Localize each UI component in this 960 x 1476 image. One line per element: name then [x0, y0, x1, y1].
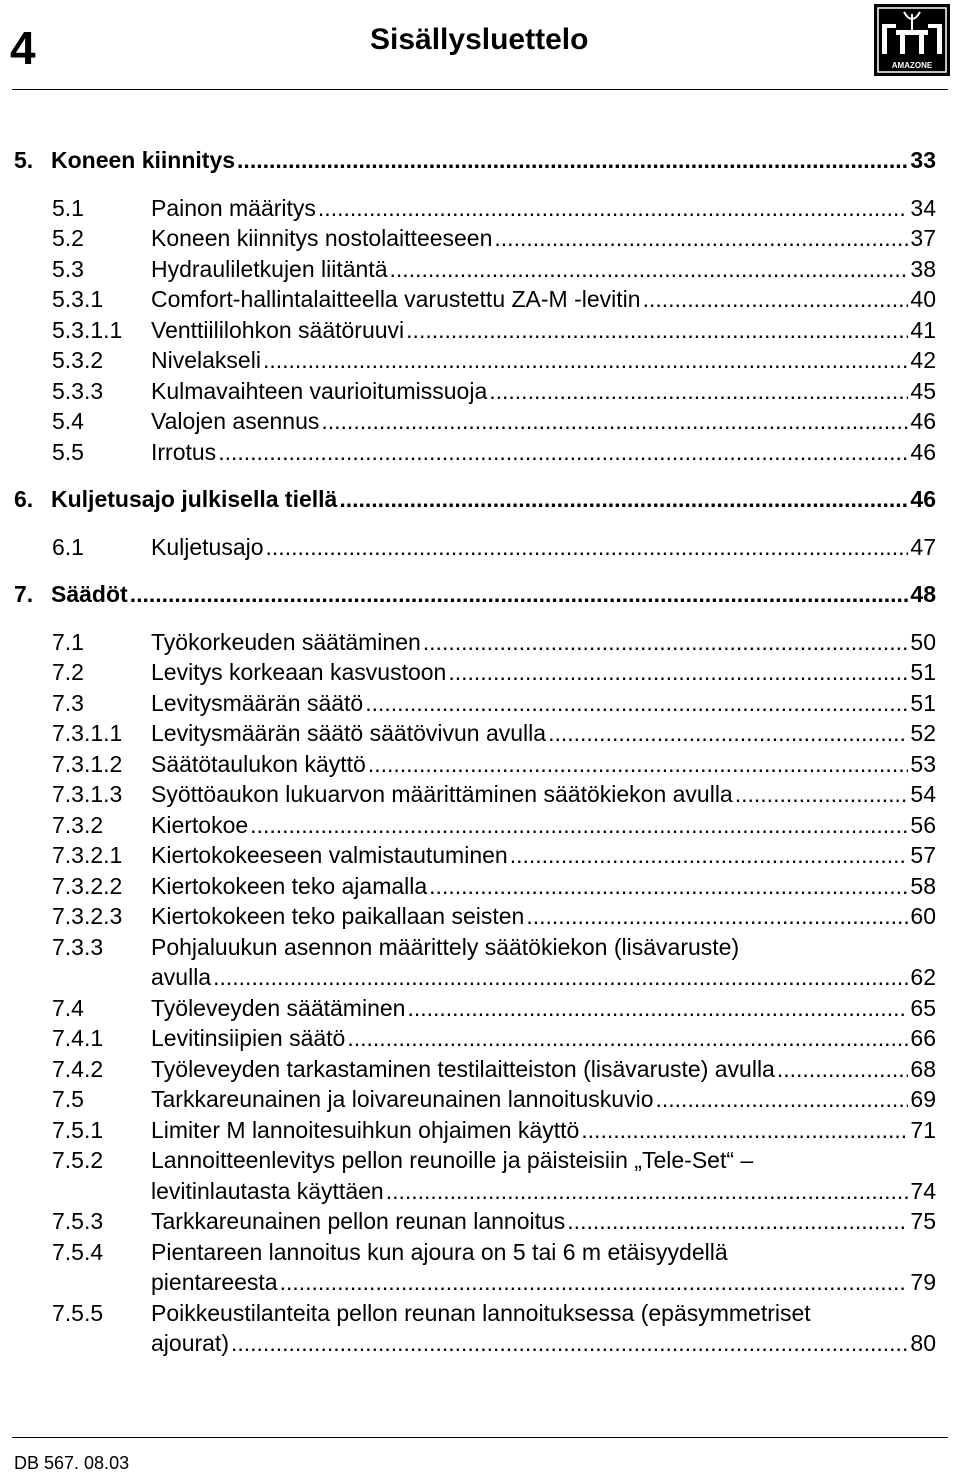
toc-page-number: 58 — [910, 872, 936, 899]
toc-page-number: 66 — [910, 1025, 936, 1051]
toc-entry[interactable] — [12, 1115, 936, 1146]
toc-number: 7.5.4 — [52, 1238, 104, 1265]
toc-entry[interactable] — [12, 193, 936, 224]
toc-page-number: 52 — [910, 720, 936, 746]
toc-page-number: 53 — [910, 750, 936, 777]
page-title: Sisällysluettelo — [370, 23, 589, 56]
toc-number: 7.3.3 — [52, 933, 104, 960]
toc-number: 5.1 — [52, 194, 84, 221]
toc-leader-dots — [266, 532, 909, 563]
toc-number: 5.3.1.1 — [52, 316, 123, 343]
toc-number: 7. — [14, 581, 34, 607]
toc-number: 7.3.1.2 — [52, 750, 123, 777]
toc-page-number: 42 — [910, 347, 936, 373]
toc-entry[interactable] — [12, 993, 936, 1024]
toc-number: 7.4.2 — [52, 1055, 104, 1082]
toc-entry[interactable] — [12, 932, 936, 993]
table-of-contents — [12, 145, 936, 1359]
toc-title: Kiertokokeen teko paikallaan seisten — [151, 903, 525, 929]
toc-entry[interactable] — [12, 901, 936, 932]
page-number: 4 — [10, 22, 36, 74]
toc-title: Koneen kiinnitys nostolaitteeseen — [151, 225, 493, 251]
toc-leader-dots — [237, 145, 908, 176]
toc-leader-dots — [510, 840, 909, 871]
toc-number: 5.2 — [52, 225, 84, 251]
toc-page-number: 34 — [910, 194, 936, 221]
toc-entry[interactable] — [12, 749, 936, 780]
document-code: DB 567. 08.03 — [14, 1453, 130, 1473]
toc-leader-dots — [321, 406, 908, 437]
toc-number: 5.4 — [52, 408, 84, 434]
toc-number: 7.5.3 — [52, 1208, 104, 1234]
toc-number: 6. — [14, 486, 34, 512]
toc-leader-dots — [581, 1115, 908, 1146]
toc-number: 7.3.2.2 — [52, 872, 123, 899]
toc-leader-dots — [735, 779, 909, 810]
toc-page-number: 79 — [910, 1269, 936, 1295]
toc-entry[interactable] — [12, 345, 936, 376]
toc-leader-dots — [494, 223, 908, 254]
toc-title: Työkorkeuden säätäminen — [151, 628, 421, 655]
toc-number: 5.3.2 — [52, 347, 104, 373]
toc-title: Tarkkareunainen pellon reunan lannoitus — [151, 1208, 566, 1234]
toc-leader-dots — [656, 1084, 909, 1115]
toc-leader-dots — [231, 1328, 908, 1359]
toc-number: 7.4.1 — [52, 1025, 104, 1051]
toc-title: Kiertokokeen teko ajamalla — [151, 872, 428, 899]
toc-number: 7.3.1.1 — [52, 720, 123, 746]
toc-number: 7.5.5 — [52, 1299, 104, 1326]
toc-leader-dots — [318, 193, 908, 224]
toc-page-number: 62 — [910, 964, 936, 990]
toc-page-number: 71 — [910, 1116, 936, 1143]
toc-entry[interactable] — [12, 406, 936, 437]
toc-title: Hydrauliletkujen liitäntä — [151, 255, 388, 282]
toc-title-line: Lannoitteenlevitys pellon reunoille ja päisteisiin „Tele-Set“ – — [151, 1147, 754, 1173]
toc-entry[interactable] — [12, 1206, 936, 1237]
toc-title-line: Pohjaluukun asennon määrittely säätökiekon (lisävaruste) — [151, 933, 740, 960]
toc-page-number: 38 — [910, 255, 936, 282]
toc-entry[interactable] — [12, 688, 936, 719]
toc-page-number: 33 — [910, 147, 936, 173]
toc-entry[interactable] — [12, 840, 936, 871]
toc-leader-dots — [339, 484, 908, 515]
toc-title-line: Pientareen lannoitus kun ajoura on 5 tai 6 m etäisyydellä — [151, 1238, 728, 1265]
toc-number: 7.5.1 — [52, 1116, 104, 1143]
toc-leader-dots — [263, 345, 908, 376]
toc-page-number: 51 — [910, 659, 936, 685]
toc-page-number: 46 — [910, 486, 936, 512]
toc-number: 7.3.2.1 — [52, 842, 123, 868]
toc-page-number: 65 — [910, 994, 936, 1021]
toc-leader-dots — [390, 254, 909, 285]
toc-entry[interactable] — [12, 1023, 936, 1054]
toc-number: 7.1 — [52, 628, 84, 655]
toc-title: Tarkkareunainen ja loivareunainen lannoituskuvio — [151, 1086, 654, 1112]
toc-entry[interactable] — [12, 1298, 936, 1359]
toc-leader-dots — [130, 579, 909, 610]
toc-leader-dots — [643, 284, 909, 315]
toc-title: Kiertokoe — [151, 811, 249, 838]
toc-page-number: 40 — [910, 286, 936, 312]
toc-entry[interactable] — [12, 1054, 936, 1085]
toc-number: 5.3 — [52, 255, 84, 282]
toc-title: Työleveyden säätäminen — [151, 994, 406, 1021]
toc-title: Työleveyden tarkastaminen testilaitteiston (lisävaruste) avulla — [151, 1055, 775, 1082]
toc-leader-dots — [250, 810, 908, 841]
toc-leader-dots — [213, 962, 908, 993]
toc-number: 5.3.1 — [52, 286, 104, 312]
toc-title: Nivelakseli — [151, 347, 261, 373]
toc-leader-dots — [423, 627, 909, 658]
toc-page-number: 69 — [910, 1086, 936, 1112]
toc-title: Levitys korkeaan kasvustoon — [151, 659, 447, 685]
toc-title: Kuljetusajo julkisella tiellä — [51, 486, 338, 512]
toc-title: Säätötaulukon käyttö — [151, 750, 366, 777]
toc-page-number: 57 — [910, 842, 936, 868]
toc-page-number: 54 — [910, 781, 936, 807]
toc-page-number: 56 — [910, 811, 936, 838]
toc-title: Syöttöaukon lukuarvon määrittäminen säätökiekon avulla — [151, 781, 733, 807]
toc-page-number: 46 — [910, 438, 936, 465]
toc-number: 7.3.2 — [52, 811, 104, 838]
toc-title: levitinlautasta käyttäen — [151, 1177, 384, 1204]
toc-title: Comfort-hallintalaitteella varustettu ZA-M -levitin — [151, 286, 641, 312]
toc-entry[interactable] — [12, 254, 936, 285]
toc-chapter[interactable] — [12, 145, 936, 176]
toc-title: Limiter M lannoitesuihkun ohjaimen käyttö — [151, 1116, 580, 1143]
toc-entry[interactable] — [12, 284, 936, 315]
footer-rule — [12, 1437, 948, 1438]
toc-title: pientareesta — [151, 1269, 278, 1295]
toc-page-number: 75 — [910, 1208, 936, 1234]
toc-number: 5.5 — [52, 438, 84, 465]
toc-entry[interactable] — [12, 871, 936, 902]
toc-leader-dots — [407, 993, 908, 1024]
toc-page-number: 74 — [910, 1177, 936, 1204]
toc-number: 7.5 — [52, 1086, 84, 1112]
toc-leader-dots — [218, 437, 908, 468]
toc-title: Venttiililohkon säätöruuvi — [151, 316, 405, 343]
toc-entry[interactable] — [12, 627, 936, 658]
toc-title: Painon määritys — [151, 194, 316, 221]
toc-page-number: 48 — [910, 581, 936, 607]
svg-text:AMAZONE: AMAZONE — [891, 61, 933, 70]
toc-page-number: 45 — [910, 377, 936, 404]
toc-entry[interactable] — [12, 1237, 936, 1298]
toc-title: Kuljetusajo — [151, 533, 264, 560]
toc-title: Levitysmäärän säätö säätövivun avulla — [151, 720, 547, 746]
toc-title: avulla — [151, 964, 212, 990]
toc-entry[interactable] — [12, 376, 936, 407]
toc-page-number: 37 — [910, 225, 936, 251]
toc-leader-dots — [489, 376, 908, 407]
toc-page-number: 41 — [910, 316, 936, 343]
toc-entry[interactable] — [12, 1145, 936, 1206]
toc-leader-dots — [280, 1267, 909, 1298]
toc-entry[interactable] — [12, 437, 936, 468]
toc-leader-dots — [429, 871, 908, 902]
toc-entry[interactable] — [12, 779, 936, 810]
header-rule — [12, 89, 948, 90]
toc-title: Säädöt — [51, 581, 128, 607]
toc-page-number: 68 — [910, 1055, 936, 1082]
toc-number: 7.2 — [52, 659, 84, 685]
toc-number: 7.3.2.3 — [52, 903, 123, 929]
toc-leader-dots — [347, 1023, 908, 1054]
toc-leader-dots — [777, 1054, 909, 1085]
toc-page-number: 80 — [910, 1330, 936, 1356]
toc-entry[interactable] — [12, 315, 936, 346]
toc-number: 5.3.3 — [52, 377, 104, 404]
toc-leader-dots — [567, 1206, 908, 1237]
toc-entry[interactable] — [12, 1084, 936, 1115]
toc-title: Irrotus — [151, 438, 217, 465]
toc-leader-dots — [548, 718, 908, 749]
toc-title-line: Poikkeustilanteita pellon reunan lannoituksessa (epäsymmetriset — [151, 1299, 811, 1326]
toc-number: 7.3 — [52, 689, 84, 716]
toc-title: Levitinsiipien säätö — [151, 1025, 346, 1051]
toc-entry[interactable] — [12, 223, 936, 254]
toc-leader-dots — [526, 901, 908, 932]
toc-title: ajourat) — [151, 1330, 229, 1356]
toc-page-number: 47 — [910, 533, 936, 560]
toc-page-number: 50 — [910, 628, 936, 655]
toc-number: 5. — [14, 147, 34, 173]
toc-entry[interactable] — [12, 810, 936, 841]
toc-chapter[interactable] — [12, 484, 936, 515]
toc-leader-dots — [368, 749, 909, 780]
toc-entry[interactable] — [12, 657, 936, 688]
toc-title: Kulmavaihteen vaurioitumissuoja — [151, 377, 488, 404]
toc-title: Valojen asennus — [151, 408, 320, 434]
amazone-logo — [874, 4, 950, 76]
toc-leader-dots — [448, 657, 908, 688]
toc-entry[interactable] — [12, 532, 936, 563]
toc-number: 7.5.2 — [52, 1147, 104, 1173]
toc-title: Kiertokokeeseen valmistautuminen — [151, 842, 508, 868]
toc-number: 7.4 — [52, 994, 84, 1021]
toc-page-number: 51 — [910, 689, 936, 716]
toc-leader-dots — [386, 1176, 909, 1207]
toc-title: Levitysmäärän säätö — [151, 689, 364, 716]
toc-page-number: 46 — [910, 408, 936, 434]
toc-leader-dots — [406, 315, 908, 346]
toc-leader-dots — [365, 688, 908, 719]
toc-chapter[interactable] — [12, 579, 936, 610]
toc-entry[interactable] — [12, 718, 936, 749]
toc-number: 6.1 — [52, 533, 84, 560]
toc-number: 7.3.1.3 — [52, 781, 123, 807]
toc-title: Koneen kiinnitys — [51, 147, 236, 173]
toc-page-number: 60 — [910, 903, 936, 929]
